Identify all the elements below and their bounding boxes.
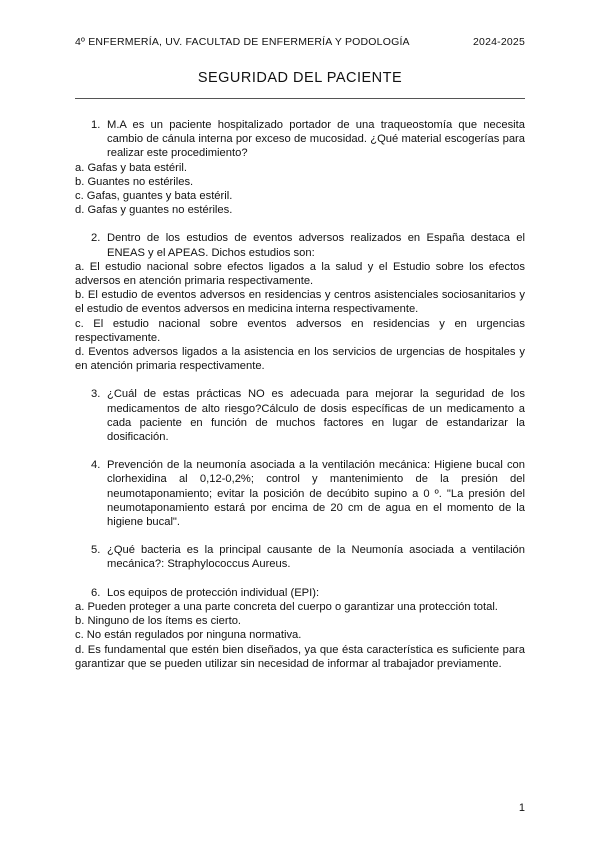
page-number: 1 — [518, 802, 525, 814]
question-list — [75, 118, 525, 671]
question-text: Los equipos de protección individual (EPI): — [107, 586, 320, 599]
option: b. Guantes no estériles. — [75, 175, 194, 188]
option: d. Es fundamental que estén bien diseñados, ya que ésta característica es suficiente para garantizar que se pueden utilizar sin necesidad de informar al trabajador previamente. — [75, 643, 525, 670]
header-institution: 4º ENFERMERÍA, UV. FACULTAD DE ENFERMERÍA Y PODOLOGÍA — [75, 36, 410, 48]
question-5 — [75, 543, 525, 571]
option: d. Eventos adversos ligados a la asistencia en los servicios de urgencias de hospitales y en atención primaria respectivamente. — [75, 346, 525, 373]
question-2 — [75, 231, 525, 259]
question-number: 5. — [91, 544, 101, 557]
option: a. Pueden proteger a una parte concreta del cuerpo o garantizar una protección total. — [75, 600, 498, 613]
option: a. Gafas y bata estéril. — [75, 161, 187, 174]
question-text: Prevención de la neumonía asociada a la ventilación mecánica: Higiene bucal con clorhexidina al 0,12-0,2%; control y mantenimiento de la presión del neumotaponamiento; evitar la posición de decúbito supino a 0 º. "La presión del neumotaponamiento estará por encima de 20 cm de agua en el momento de la higiene bucal". — [107, 459, 525, 529]
option: c. Gafas, guantes y bata estéril. — [75, 190, 233, 203]
page-header — [75, 36, 525, 48]
option: c. No están regulados por ninguna normativa. — [75, 629, 302, 642]
option: b. El estudio de eventos adversos en residencias y centros asistenciales sociosanitarios y el estudio de eventos adversos en medicina interna respectivamente. — [75, 289, 525, 316]
question-number: 6. — [91, 586, 101, 599]
header-year: 2024-2025 — [472, 36, 525, 48]
option: a. El estudio nacional sobre efectos ligados a la salud y el Estudio sobre los efectos adversos en atención primaria respectivamente. — [75, 260, 525, 288]
question-number: 2. — [91, 232, 101, 245]
question-4 — [75, 458, 525, 529]
question-6 — [75, 586, 525, 600]
question-text: ¿Cuál de estas prácticas NO es adecuada para mejorar la seguridad de los medicamentos de alto riesgo?Cálculo de dosis específicas de un medicamento a cada paciente en función de muchos factores en lugar de estandarizar la dosificación. — [107, 388, 525, 444]
option: d. Gafas y guantes no estériles. — [75, 204, 233, 217]
question-text: Dentro de los estudios de eventos adversos realizados en España destaca el ENEAS y el APEAS. Dichos estudios son: — [107, 232, 525, 259]
title-divider — [75, 98, 525, 99]
option: c. El estudio nacional sobre eventos adversos en residencias y en urgencias respectivamente. — [75, 317, 525, 344]
question-1 — [75, 118, 525, 161]
page-title: SEGURIDAD DEL PACIENTE — [197, 70, 403, 86]
question-text: M.A es un paciente hospitalizado portador de una traqueostomía que necesita cambio de cánula interna por exceso de mucosidad. ¿Qué material escogerías para realizar este procedimiento? — [107, 119, 525, 160]
question-number: 1. — [91, 119, 101, 131]
question-text: ¿Qué bacteria es la principal causante de la Neumonía asociada a ventilación mecánica?: Straphylococcus Aureus. — [107, 544, 525, 571]
question-number: 3. — [91, 388, 101, 401]
option: b. Ninguno de los ítems es cierto. — [75, 615, 242, 628]
question-number: 4. — [91, 459, 101, 472]
question-3 — [75, 387, 525, 444]
